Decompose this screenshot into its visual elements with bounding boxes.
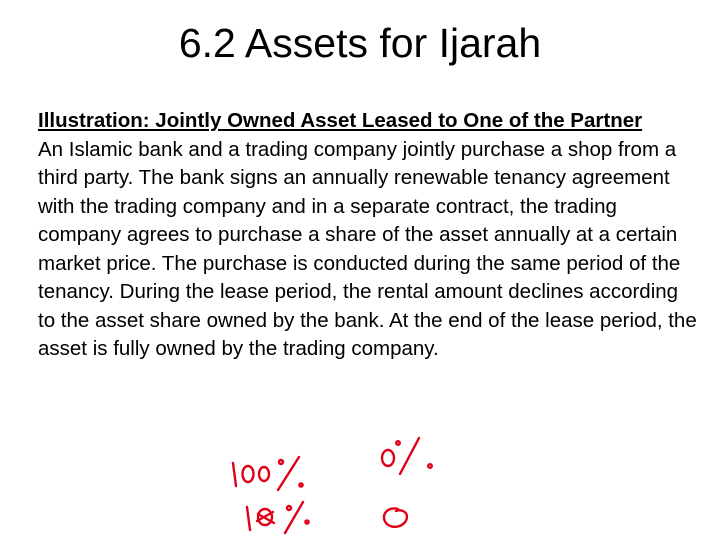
slide-title: 6.2 Assets for Ijarah <box>178 20 542 66</box>
handwritten-100-percent-struck <box>247 502 309 533</box>
illustration-paragraph: An Islamic bank and a trading company jointly purchase a shop from a third party. The bank signs an annually renewable tenancy agreement with the trading company and in a separate contract, the trading company agrees to purchase a share of the asset annually at a certain market price. The purchase is conducted during the same period of the tenancy. During the lease period, the rental amount declines according to the asset share owned by the bank. At the end of the lease period, the asset is fully owned by the trading company. <box>38 137 697 360</box>
handwritten-0-percent <box>382 438 432 474</box>
handwritten-circle <box>384 508 407 526</box>
illustration-heading: Illustration: Jointly Owned Asset Leased to One of the Partner <box>38 109 643 132</box>
slide-body <box>38 107 698 364</box>
handwritten-100-percent <box>233 457 303 490</box>
